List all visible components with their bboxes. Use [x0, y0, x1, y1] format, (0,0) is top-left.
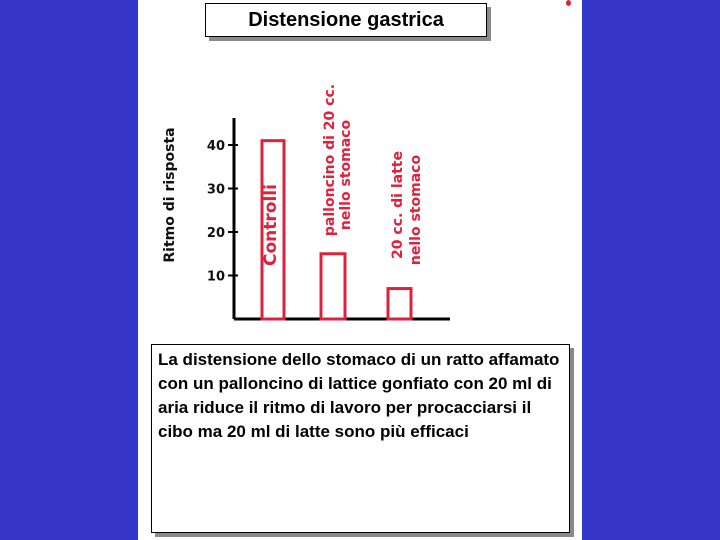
bar-label: nello stomaco: [338, 119, 354, 231]
slide: [138, 0, 582, 540]
bar-chart: [138, 0, 582, 340]
caption-text: La distensione dello stomaco di un ratto affamato con un palloncino di lattice gonfiato con 20 ml di aria riduce il ritmo di lavoro per procacciarsi il cibo ma 20 ml di latte sono più efficaci: [158, 350, 560, 441]
y-tick-label: 20: [206, 226, 225, 241]
bar: [388, 289, 411, 319]
y-tick-label: 30: [206, 182, 225, 198]
bar-label: nello stomaco: [408, 154, 424, 266]
bar: [321, 254, 345, 319]
bar-label: palloncino di 20 cc.: [322, 83, 338, 237]
bar-label: Controlli: [261, 184, 281, 266]
y-tick-label: 10: [206, 269, 225, 285]
y-tick-label: 40: [206, 139, 225, 154]
bar-label: 20 cc. di latte: [390, 151, 406, 259]
slide-title-text: Distensione gastrica: [248, 8, 444, 31]
caption-box: [151, 344, 570, 533]
y-axis-label: Ritmo di risposta: [162, 127, 178, 263]
